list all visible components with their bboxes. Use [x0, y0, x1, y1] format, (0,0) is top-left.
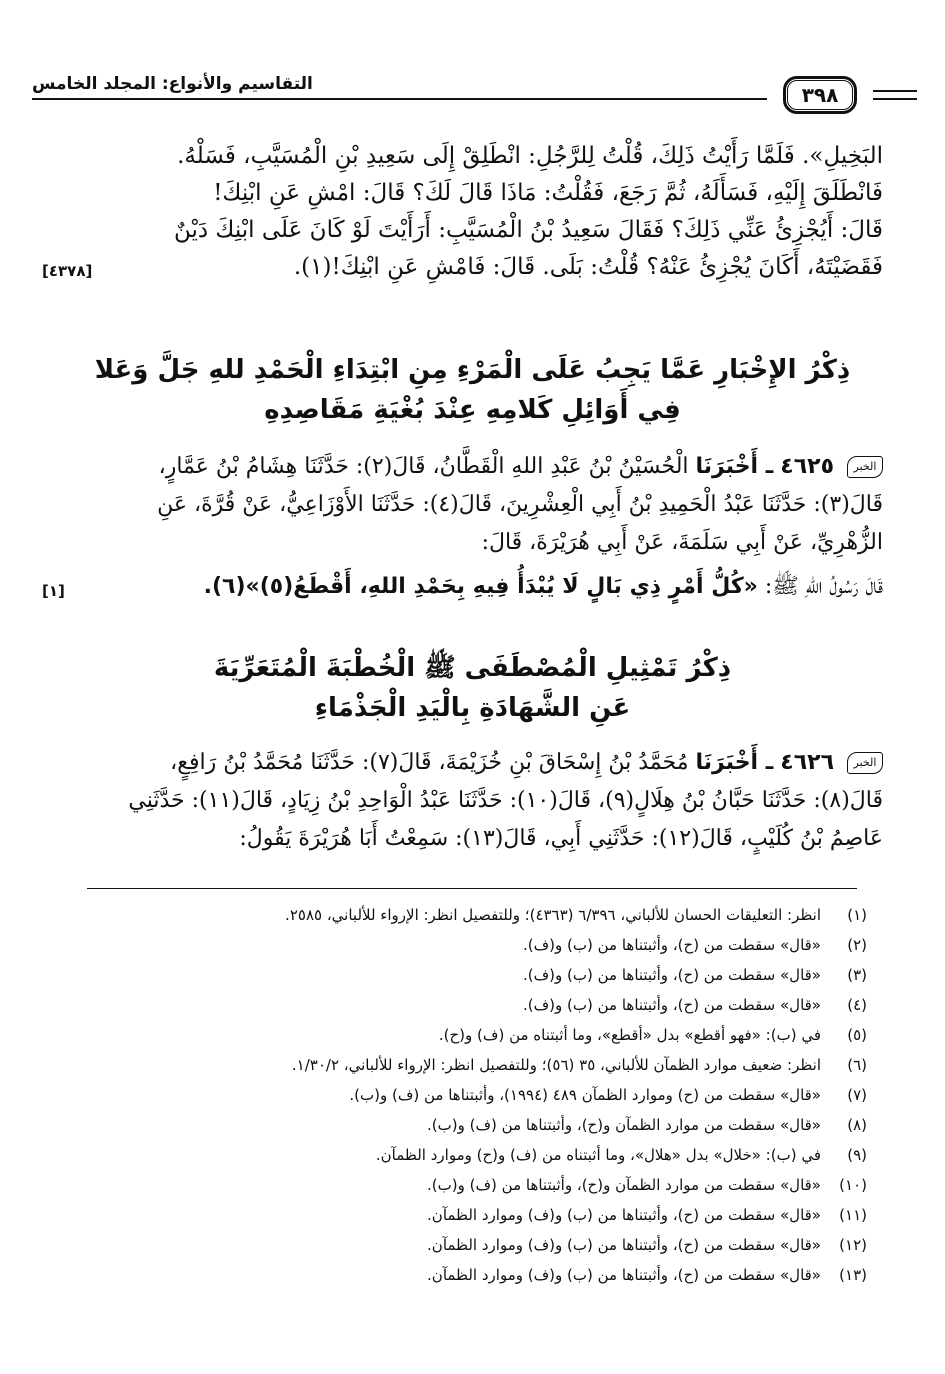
- opening-paragraph: [42, 138, 883, 290]
- footnote-mark: (١٢): [839, 1236, 867, 1254]
- footnote-text: في (ب): «خلال» بدل «هلال»، وما أثبتناه من (ف) و(ح) وموارد الظمآن.: [375, 1146, 821, 1164]
- heading-line: ذِكْرُ تَمْثِيلِ الْمُصْطَفَى ﷺ الْخُطْبَةَ الْمُتَعَرِّيَةَ: [213, 653, 732, 683]
- header-rule: [32, 98, 767, 100]
- text-line: فَانْطَلَقَ إِلَيْهِ، فَسَأَلَهُ، ثُمَّ رَجَعَ، فَقُلْتُ: مَاذَا قَالَ لَكَ؟ قَالَ: امْشِ عَنِ ابْنِكَ!: [213, 180, 883, 206]
- text-line: البَخِيلِ». فَلَمَّا رَأَيْتُ ذَلِكَ، قُلْتُ لِلرَّجُلِ: انْطَلِقْ إِلَى سَعِيدِ بْنِ الْمُسَيَّبِ، فَسَلْهُ.: [177, 143, 883, 169]
- footnote: [40, 1170, 867, 1200]
- hadith-number: ٤٦٢٥: [780, 454, 834, 479]
- footnote-text: انظر: التعليقات الحسان للألباني، ٦/٣٩٦ (٤٣٦٣)؛ وللتفصيل انظر: الإرواء للألباني، ٢٥٨٥.: [285, 906, 821, 924]
- text-line: [42, 568, 883, 606]
- footnote: [40, 900, 867, 930]
- footnote: [40, 1140, 867, 1170]
- footnote-text: «قال» سقطت من (ح)، وأثبتناها من (ب) و(ف).: [522, 966, 821, 984]
- footnote-text: انظر: ضعيف موارد الظمآن للألباني، ٣٥ (٥٦)؛ وللتفصيل انظر: الإرواء للألباني، ١/٣٠/٢.: [291, 1056, 821, 1074]
- khabar-badge-icon: الخبر: [847, 456, 883, 478]
- footnote: [40, 960, 867, 990]
- hadith-matn: «كُلُّ أَمْرٍ ذِي بَالٍ لَا يُبْدَأُ فِيهِ بِحَمْدِ اللهِ، أَقْطَعُ(٥)»(٦).: [203, 574, 758, 599]
- footnote-mark: (٩): [847, 1146, 867, 1164]
- text-line-content: فَقَضَيْتَهُ، أَكَانَ يُجْزِئُ عَنْهُ؟ قُلْتُ: بَلَى. قَالَ: فَامْشِ عَنِ ابْنِكَ!(١).: [293, 254, 883, 280]
- text-line: قَالَ: أَيُجْزِئُ عَنِّي ذَلِكَ؟ فَقَالَ سَعِيدُ بْنُ الْمُسَيَّبِ: أَرَأَيْتَ لَوْ كَانَ عَلَى ابْنِكَ دَيْنٌ: [173, 217, 883, 243]
- text-line: قَالَ(٨): حَدَّثَنَا حَبَّانُ بْنُ هِلَالٍ(٩)، قَالَ(١٠): حَدَّثَنَا عَبْدُ الْوَاحِدِ بْنُ زِيَادٍ، قَالَ(١١): حَدَّثَنِي: [128, 788, 883, 813]
- text-line: الزُّهْرِيِّ، عَنْ أَبِي سَلَمَةَ، عَنْ أَبِي هُرَيْرَةَ، قَالَ:: [481, 530, 883, 555]
- text-line: [42, 249, 883, 286]
- footnote-separator: [87, 888, 857, 889]
- footnotes: [40, 900, 867, 1290]
- footnote-mark: (٥): [847, 1026, 867, 1044]
- footnote: [40, 1110, 867, 1140]
- footnote-text: «قال» سقطت من (ح) وموارد الظمآن ٤٨٩ (١٩٩٤)، وأثبتناها من (ف) و(ب).: [349, 1086, 821, 1104]
- page-number: ٣٩٨: [787, 80, 853, 110]
- footnote: [40, 1260, 867, 1290]
- footnote-mark: (٤): [847, 996, 867, 1014]
- running-title: التقاسيم والأنواع: المجلد الخامس: [32, 74, 313, 94]
- footnote-text: في (ب): «فهو أقطع» بدل «أقطع»، وما أثبتناه من (ف) و(ح).: [438, 1026, 821, 1044]
- page-header: [32, 72, 917, 122]
- footnote: [40, 930, 867, 960]
- footnote-mark: (٨): [847, 1116, 867, 1134]
- hadith-paragraph: [42, 744, 883, 858]
- heading-line: فِي أَوَائِلِ كَلامِهِ عِنْدَ بُغْيَةِ مَقَاصِدِهِ: [264, 395, 681, 425]
- footnote-mark: (٦): [847, 1056, 867, 1074]
- hadith-intro: ـ أَخْبَرَنَا: [695, 750, 774, 775]
- khabar-badge-icon: الخبر: [847, 752, 883, 774]
- text-line: عَاصِمُ بْنُ كُلَيْبٍ، قَالَ(١٢): حَدَّثَنِي أَبِي، قَالَ(١٣): سَمِعْتُ أَبَا هُرَيْرَةَ يَقُولُ:: [239, 826, 883, 851]
- footnote-mark: (١٠): [839, 1176, 867, 1194]
- footnote-text: «قال» سقطت من (ح)، وأثبتناها من (ب) و(ف) وموارد الظمآن.: [427, 1236, 821, 1254]
- footnote-text: «قال» سقطت من موارد الظمآن و(ح)، وأثبتناها من (ف) و(ب).: [427, 1116, 821, 1134]
- footnote-mark: (٣): [847, 966, 867, 984]
- footnote: [40, 1080, 867, 1110]
- footnote: [40, 1230, 867, 1260]
- footnote-text: «قال» سقطت من (ح)، وأثبتناها من (ب) و(ف) وموارد الظمآن.: [427, 1266, 821, 1284]
- text-line-content: الْحُسَيْنُ بْنُ عَبْدِ اللهِ الْقَطَّانُ، قَالَ(٢): حَدَّثَنَا هِشَامُ بْنُ عَمَّارٍ،: [158, 454, 689, 479]
- text-line: [42, 448, 883, 486]
- header-ornament-rule: [873, 90, 917, 92]
- matn-prefix: قَالَ رَسُولُ اللهِ ﷺ:: [764, 574, 883, 599]
- footnote-text: «قال» سقطت من (ح)، وأثبتناها من (ب) و(ف) وموارد الظمآن.: [427, 1206, 821, 1224]
- hadith-paragraph: [42, 448, 883, 610]
- footnote-mark: (٧): [847, 1086, 867, 1104]
- footnote-mark: (١): [847, 906, 867, 924]
- text-line: قَالَ(٣): حَدَّثَنَا عَبْدُ الْحَمِيدِ بْنُ أَبِي الْعِشْرِينَ، قَالَ(٤): حَدَّثَنَا الأَوْزَاعِيُّ، عَنْ قُرَّةَ، عَنِ: [157, 492, 883, 517]
- footnote: [40, 1050, 867, 1080]
- chapter-heading: [40, 350, 905, 430]
- hadith-number: ٤٦٢٦: [780, 750, 834, 775]
- hadith-intro: ـ أَخْبَرَنَا: [695, 454, 774, 479]
- reference-number: [١]: [42, 582, 65, 600]
- footnote-mark: (١٣): [839, 1266, 867, 1284]
- heading-line: عَنِ الشَّهَادَةِ بِالْيَدِ الْجَذْمَاءِ: [314, 693, 631, 723]
- footnote-text: «قال» سقطت من (ح)، وأثبتناها من (ب) و(ف).: [522, 996, 821, 1014]
- heading-line: ذِكْرُ الإِخْبَارِ عَمَّا يَجِبُ عَلَى الْمَرْءِ مِنِ ابْتِدَاءِ الْحَمْدِ للهِ جَلَّ وَعَلا: [94, 355, 851, 385]
- reference-number: [٤٣٧٨]: [42, 262, 93, 280]
- chapter-heading: [40, 648, 905, 728]
- page-number-frame: [777, 76, 917, 116]
- footnote: [40, 1200, 867, 1230]
- header-ornament-rule: [873, 98, 917, 100]
- text-line: [42, 744, 883, 782]
- footnote: [40, 990, 867, 1020]
- text-line-content: مُحَمَّدُ بْنُ إِسْحَاقَ بْنِ خُزَيْمَةَ، قَالَ(٧): حَدَّثَنَا مُحَمَّدُ بْنُ رَافِعٍ،: [170, 750, 689, 775]
- footnote-mark: (١١): [839, 1206, 867, 1224]
- footnote-mark: (٢): [847, 936, 867, 954]
- footnote: [40, 1020, 867, 1050]
- footnote-text: «قال» سقطت من موارد الظمآن و(ح)، وأثبتناها من (ف) و(ب).: [427, 1176, 821, 1194]
- footnote-text: «قال» سقطت من (ح)، وأثبتناها من (ب) و(ف).: [522, 936, 821, 954]
